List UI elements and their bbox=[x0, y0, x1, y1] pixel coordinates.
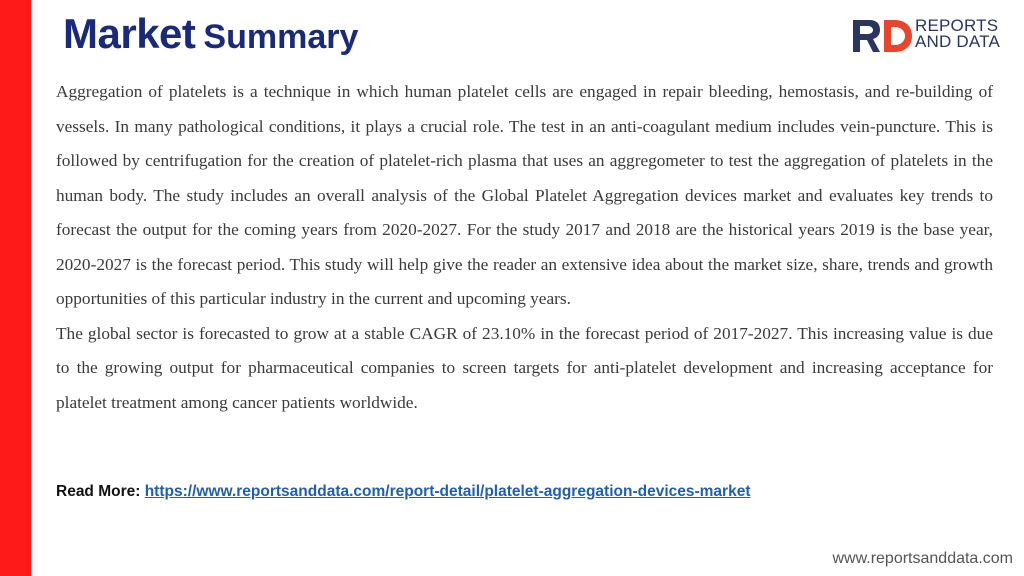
read-more-label: Read More: bbox=[56, 483, 141, 500]
logo-line-2: AND DATA bbox=[915, 32, 1001, 51]
summary-paragraph-1: Aggregation of platelets is a technique in which human platelet cells are engaged in repair bleeding, hemostasis, and re-building of vessels. In many pathological conditions, it plays a crucial role. The test in an anti-coagulant medium includes vein-puncture. This is followed by centrifugation for the creation of platelet-rich plasma that uses an aggregometer to test the aggregation of platelets in the human body. The study includes an overall analysis of the Global Platelet Aggregation devices market and evaluates key trends to forecast the output for the coming years from 2020-2027. For the study 2017 and 2018 are the historical years 2019 is the base year, 2020-2027 is the forecast period. This study will help give the reader an extensive idea about the market size, share, trends and growth opportunities of this particular industry in the current and upcoming years. bbox=[56, 82, 993, 308]
page-title-word-1: Market bbox=[63, 10, 196, 57]
page-title bbox=[63, 10, 358, 58]
page-title-word-2: Summary bbox=[203, 18, 359, 56]
logo-line-1: REPORTS bbox=[915, 16, 999, 35]
rd-logo-mark-icon bbox=[853, 20, 913, 52]
read-more-line bbox=[56, 483, 750, 501]
reports-and-data-logo bbox=[853, 18, 1005, 54]
summary-body bbox=[56, 75, 993, 420]
summary-paragraph-2: The global sector is forecasted to grow at a stable CAGR of 23.10% in the forecast period of 2017-2027. This increasing value is due to the growing output for pharmaceutical companies to screen targets for anti-platelet development and increasing acceptance for platelet treatment among cancer patients worldwide. bbox=[56, 323, 993, 412]
footer-website: www.reportsanddata.com bbox=[832, 550, 1013, 567]
report-link[interactable]: https://www.reportsanddata.com/report-detail/platelet-aggregation-devices-market bbox=[144, 483, 751, 500]
logo-wordmark bbox=[915, 18, 1000, 50]
left-accent-bar bbox=[0, 0, 31, 576]
